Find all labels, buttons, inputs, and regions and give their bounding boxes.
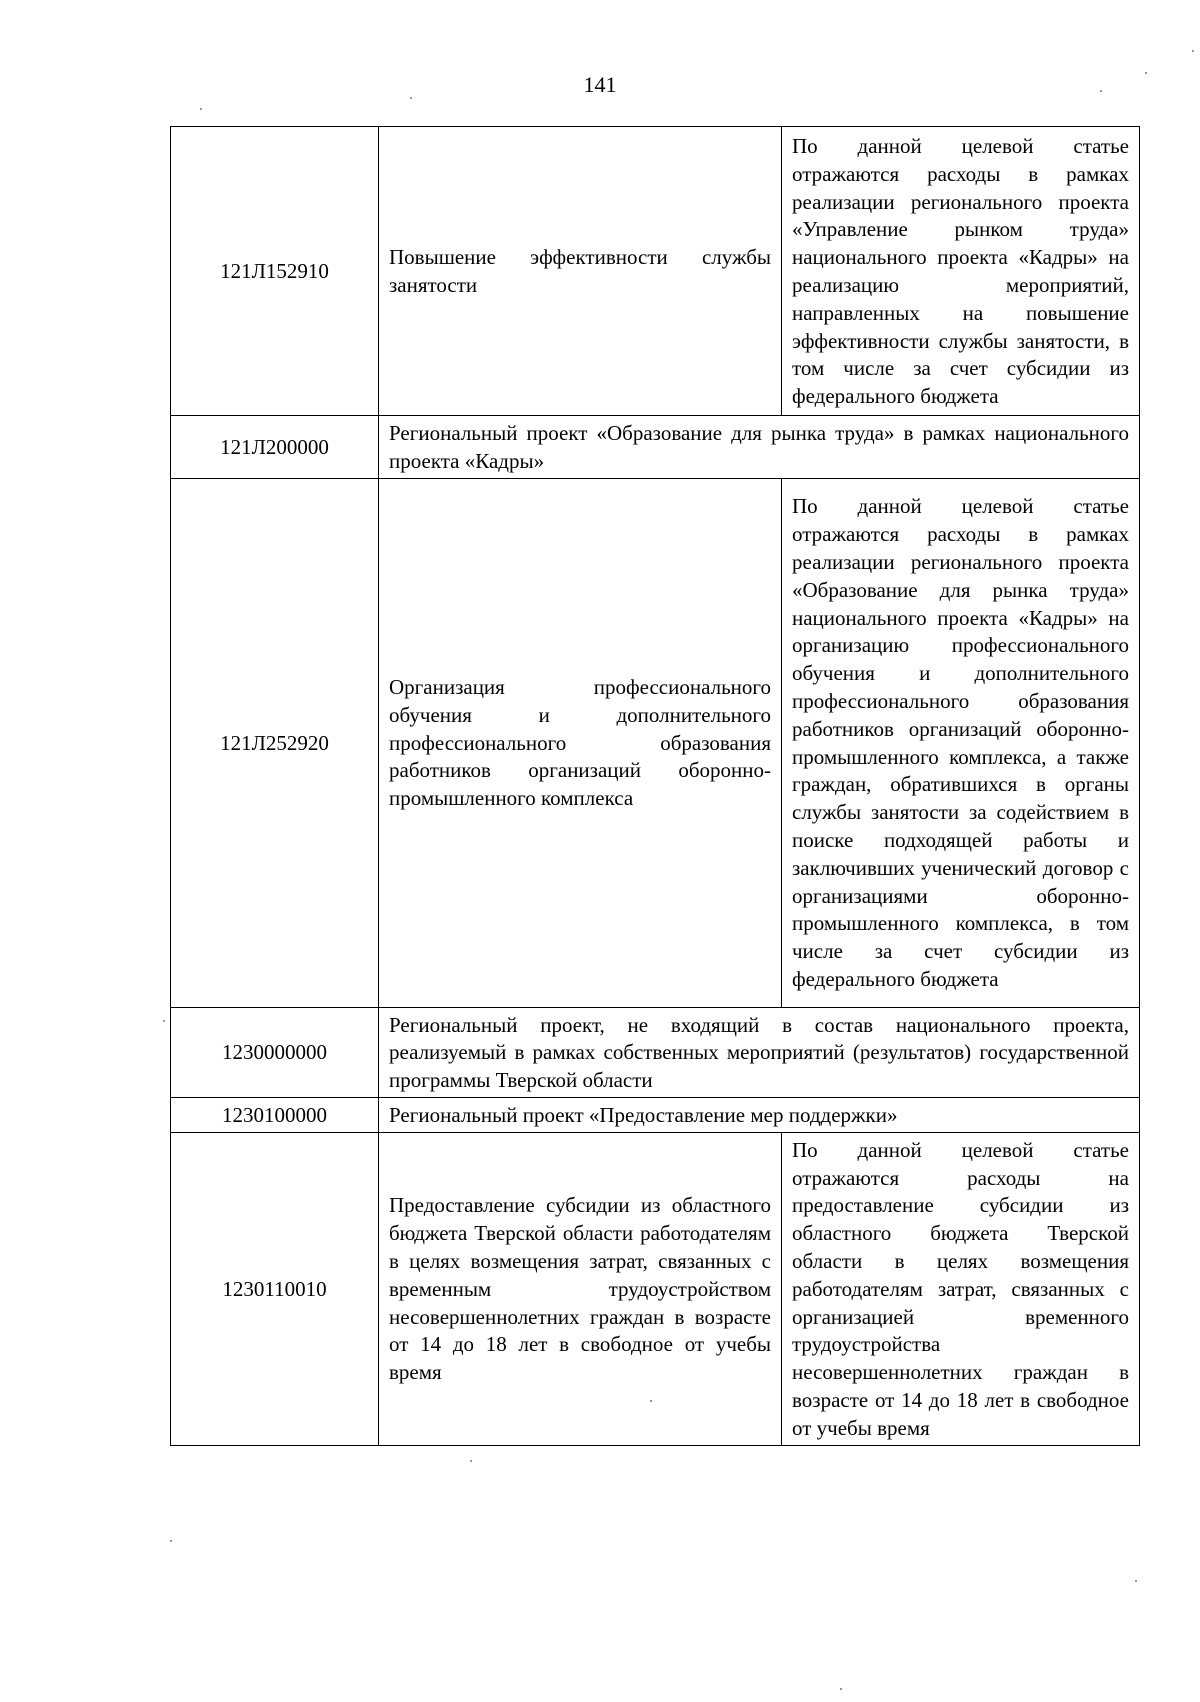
scan-speck [1145,72,1147,74]
project-code: 121Л200000 [171,416,379,479]
scan-speck [840,1688,842,1690]
project-title: Региональный проект, не входящий в состав национального проекта, реализуемый в рамках собственных мероприятий (результатов) государственной программы Тверской области [379,1007,1140,1097]
project-code: 1230100000 [171,1097,379,1132]
target-item-name: Предоставление субсидии из областного бюджета Тверской области работодателям в целях возмещения затрат, связанных с временным трудоустройством несовершеннолетних граждан в возрасте от 14 до 18 лет в свободное от учебы время [379,1132,782,1445]
scan-speck [1192,50,1194,52]
table-row [171,1132,1140,1445]
target-item-description: По данной целевой статье отражаются расходы в рамках реализации регионального проекта «Управление рынком труда» национального проекта «Кадры» на реализацию мероприятий, направленных на повышение эффективности службы занятости, в том числе за счет субсидии из федерального бюджета [782,127,1140,416]
scan-speck [200,108,202,110]
scan-speck [1100,90,1102,92]
scan-speck [470,1460,472,1462]
target-item-code: 121Л252920 [171,478,379,1007]
target-item-name: Организация профессионального обучения и дополнительного профессионального образования работников организаций оборонно-промышленного комплекса [379,478,782,1007]
budget-classification-table [170,126,1140,1446]
target-item-code: 121Л152910 [171,127,379,416]
scan-speck [170,1540,172,1542]
target-item-code: 1230110010 [171,1132,379,1445]
table-row [171,1097,1140,1132]
project-code: 1230000000 [171,1007,379,1097]
scan-speck [1135,1580,1137,1582]
scan-speck [410,97,412,99]
scan-speck [163,1020,165,1022]
target-item-name: Повышение эффективности службы занятости [379,127,782,416]
target-item-description: По данной целевой статье отражаются расходы в рамках реализации регионального проекта «Образование для рынка труда» национального проекта «Кадры» на организацию профессионального обучения и дополнительного профессионального образования работников организаций оборонно-промышленного комплекса, а также граждан, обратившихся в органы службы занятости за содействием в поиске подходящей работы и заключивших ученический договор с организациями оборонно-промышленного комплекса, в том числе за счет субсидии из федерального бюджета [782,478,1140,1007]
project-title: Региональный проект «Предоставление мер поддержки» [379,1097,1140,1132]
table-row [171,127,1140,416]
table-row [171,478,1140,1007]
target-item-description: По данной целевой статье отражаются расходы на предоставление субсидии из областного бюджета Тверской области в целях возмещения работодателям затрат, связанных с организацией временного трудоустройства несовершеннолетних граждан в возрасте от 14 до 18 лет в свободное от учебы время [782,1132,1140,1445]
project-title: Региональный проект «Образование для рынка труда» в рамках национального проекта «Кадры» [379,416,1140,479]
page-number: 141 [583,72,617,97]
table-row [171,416,1140,479]
scan-speck [650,1400,652,1402]
table-row [171,1007,1140,1097]
